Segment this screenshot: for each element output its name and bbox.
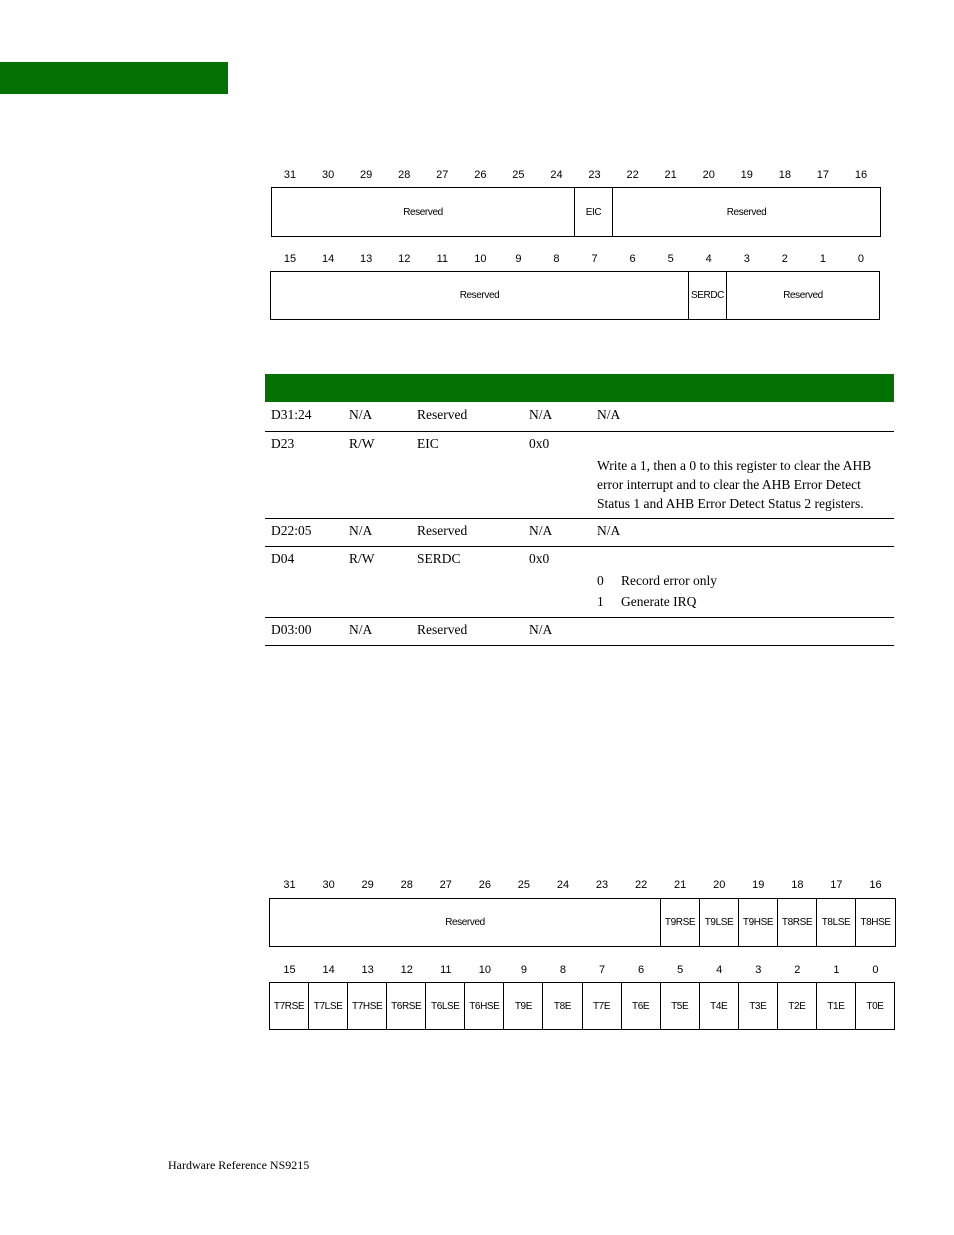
access-cell: R/W (349, 551, 375, 566)
bit-number: 9 (520, 964, 527, 976)
reg1-fields-high (271, 187, 881, 237)
bit-number: 15 (283, 253, 297, 265)
bit-number: 2 (794, 964, 801, 976)
reset-cell: N/A (529, 407, 553, 422)
option-label: Record error only (621, 573, 717, 588)
bit-number: 20 (702, 169, 715, 181)
field-cell: T6LSE (426, 983, 465, 1029)
bit-number: 18 (791, 879, 804, 891)
bits-cell: D31:24 (271, 407, 312, 422)
bit-number: 19 (752, 879, 765, 891)
field-cell: T3E (739, 983, 778, 1029)
reg1-bit-numbers-high (271, 169, 880, 181)
bit-number: 26 (478, 879, 491, 891)
field-cell: T8E (543, 983, 582, 1029)
description-cell: Write a 1, then a 0 to this register to clear the AHB error interrupt and to clear the AHB Error Detect Status 1 and AHB Error Detect Status 2 registers. (597, 458, 872, 511)
field-cell: T7RSE (270, 983, 309, 1029)
mnemonic-cell: Reserved (417, 622, 468, 637)
option-item (597, 592, 696, 611)
bit-number: 13 (361, 964, 374, 976)
field-cell: Reserved (272, 188, 575, 236)
bit-number: 12 (398, 253, 411, 265)
bit-number: 10 (474, 253, 487, 265)
bit-number: 17 (816, 169, 830, 181)
table-row (265, 431, 894, 519)
bit-number: 16 (854, 169, 868, 181)
bit-number: 7 (591, 253, 598, 265)
field-cell: T9RSE (661, 899, 700, 946)
bit-number: 23 (588, 169, 601, 181)
bit-number: 15 (283, 964, 296, 976)
bit-number: 14 (322, 964, 335, 976)
bit-number: 18 (778, 169, 791, 181)
bit-number: 27 (439, 879, 452, 891)
access-cell: N/A (349, 523, 373, 538)
table-row (265, 518, 894, 547)
field-cell: T7E (583, 983, 622, 1029)
field-cell: T6E (622, 983, 661, 1029)
field-cell: T4E (700, 983, 739, 1029)
bit-number: 16 (869, 879, 882, 891)
field-cell: T8LSE (817, 899, 856, 946)
bit-number: 14 (321, 253, 335, 265)
field-cell: T1E (817, 983, 856, 1029)
table-row (265, 402, 894, 432)
bits-cell: D23 (271, 436, 295, 451)
bit-number: 2 (781, 253, 788, 265)
bit-number: 30 (321, 169, 335, 181)
mnemonic-cell: Reserved (417, 523, 468, 538)
field-cell: Reserved (726, 206, 767, 218)
access-cell: N/A (349, 622, 373, 637)
reg2-fields-high (269, 898, 896, 947)
field-cell: T8RSE (778, 899, 817, 946)
field-cell: SERDC (689, 272, 727, 319)
bit-number: 5 (667, 253, 674, 265)
bit-number: 0 (872, 964, 879, 976)
bit-number: 23 (595, 879, 609, 891)
field-cell: Reserved (783, 290, 823, 301)
field-cell: EIC (575, 188, 613, 236)
bits-cell: D04 (271, 551, 295, 566)
mnemonic-cell: SERDC (417, 551, 461, 566)
bit-number: 10 (478, 964, 491, 976)
bit-number: 21 (674, 879, 687, 891)
reg1-fields-low (270, 271, 880, 320)
bit-number: 6 (629, 253, 636, 265)
bit-number: 19 (740, 169, 753, 181)
reg1-bit-numbers-low (271, 253, 880, 265)
reg2-bit-numbers-low (270, 964, 895, 976)
option-value: 0 (597, 573, 604, 588)
field-cell: Reserved (271, 272, 689, 319)
reset-cell: N/A (529, 523, 553, 538)
table-row (265, 546, 894, 618)
bit-number: 21 (664, 169, 677, 181)
bit-number: 4 (716, 964, 723, 976)
description-cell: N/A (597, 407, 621, 422)
bit-number: 11 (440, 964, 452, 976)
bits-cell: D22:05 (271, 523, 312, 538)
bit-number: 25 (517, 879, 531, 891)
mnemonic-cell: EIC (417, 436, 439, 451)
bit-number: 1 (833, 964, 840, 976)
reset-cell: 0x0 (529, 551, 550, 566)
bit-number: 11 (436, 253, 448, 265)
reg2-fields-low (269, 982, 895, 1030)
field-cell: T0E (866, 1000, 884, 1012)
chapter-tab-bar (0, 62, 228, 94)
bit-number: 24 (556, 879, 570, 891)
option-value: 1 (597, 594, 604, 609)
bit-number: 12 (400, 964, 413, 976)
reg2-bit-numbers-high (270, 879, 895, 891)
access-cell: R/W (349, 436, 375, 451)
bit-number: 3 (743, 253, 750, 265)
bit-number: 29 (360, 169, 373, 181)
bit-number: 31 (283, 169, 297, 181)
bit-number: 22 (634, 879, 648, 891)
field-cell: T9HSE (739, 899, 778, 946)
mnemonic-cell: Reserved (417, 407, 468, 422)
field-cell: T5E (661, 983, 700, 1029)
bit-number: 3 (755, 964, 762, 976)
bit-number: 8 (553, 253, 560, 265)
bit-number: 13 (360, 253, 373, 265)
bit-number: 24 (550, 169, 563, 181)
access-cell: N/A (349, 407, 373, 422)
bit-number: 8 (559, 964, 567, 976)
bit-number: 6 (638, 964, 645, 976)
page-footer: Hardware Reference NS9215 (168, 1158, 310, 1172)
bit-number: 22 (626, 169, 639, 181)
bit-number: 27 (436, 169, 449, 181)
field-cell: T9E (504, 983, 543, 1029)
bit-number: 0 (857, 253, 865, 265)
bit-number: 29 (361, 879, 374, 891)
bit-number: 20 (713, 879, 726, 891)
field-cell: T7HSE (348, 983, 387, 1029)
field-cell: T6HSE (465, 983, 504, 1029)
field-cell: T2E (778, 983, 817, 1029)
bit-number: 17 (830, 879, 843, 891)
bits-cell: D03:00 (271, 622, 312, 637)
bit-number: 7 (598, 964, 606, 976)
description-cell: N/A (597, 523, 621, 538)
bit-number: 26 (474, 169, 487, 181)
bit-number: 28 (400, 879, 413, 891)
reset-cell: 0x0 (529, 436, 550, 451)
bit-number: 4 (705, 253, 712, 265)
bit-number: 30 (322, 879, 335, 891)
reset-cell: N/A (529, 622, 553, 637)
bit-number: 1 (819, 253, 826, 265)
field-cell: T9LSE (700, 899, 739, 946)
bit-number: 5 (677, 964, 684, 976)
field-cell: T7LSE (309, 983, 348, 1029)
field-cell: T6RSE (387, 983, 426, 1029)
table-header-bar (265, 374, 894, 402)
bit-number: 9 (515, 253, 522, 265)
bit-number: 28 (398, 169, 411, 181)
bit-number: 25 (512, 169, 525, 181)
field-cell: Reserved (270, 899, 661, 946)
option-label: Generate IRQ (621, 594, 697, 609)
field-cell: T8HSE (860, 917, 891, 928)
option-item (597, 571, 717, 590)
bit-number: 31 (283, 879, 296, 891)
table-row (265, 617, 894, 646)
